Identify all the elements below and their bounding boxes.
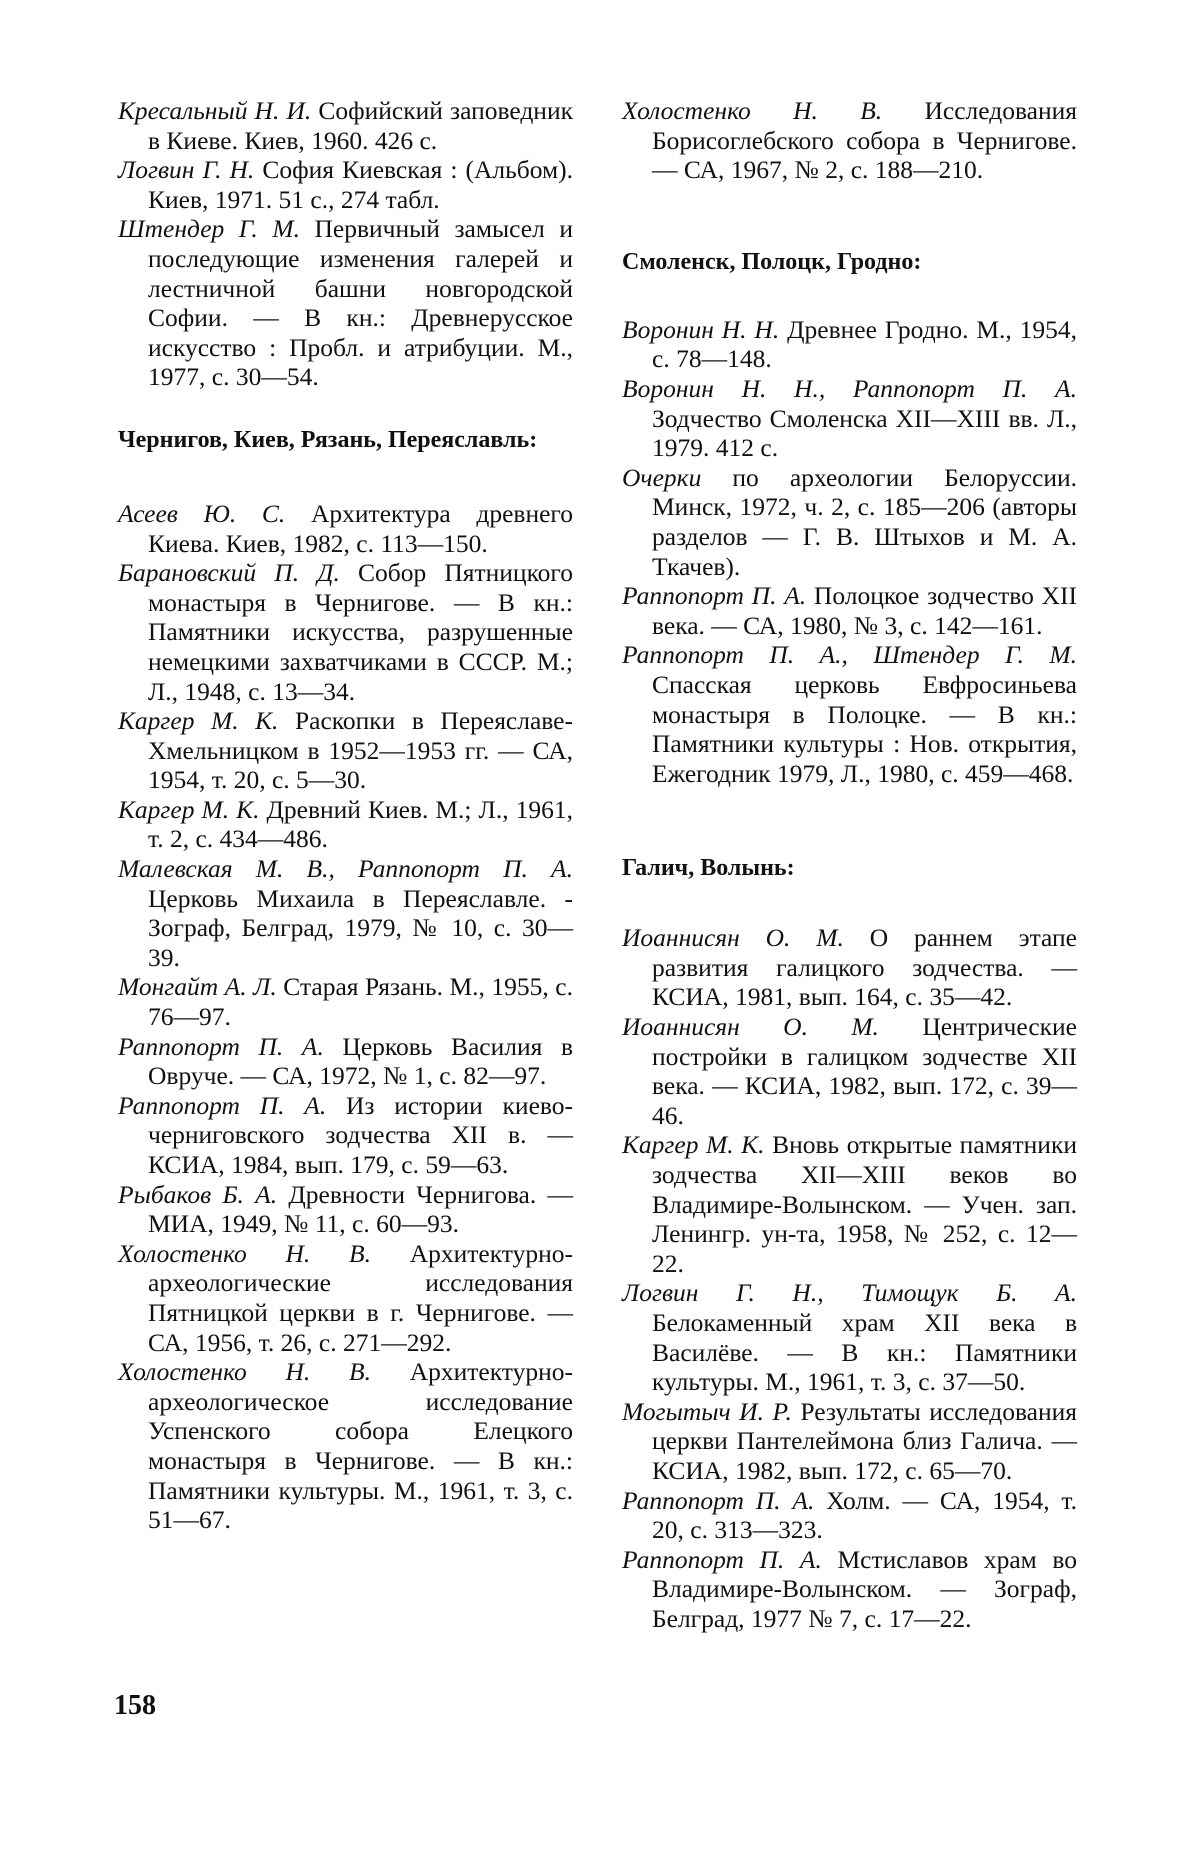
entry-text: Из истории киево-черниговского зодчества XII в. — КСИА, 1984, вып. 179, с. 59—63. bbox=[148, 1090, 574, 1179]
entry-author: Логвин Г. Н. bbox=[118, 155, 255, 185]
bibliography-entry bbox=[622, 1486, 1077, 1545]
entry-text: Архитектурно-археологические исследования Пятницкой церкви в г. Чернигове. — СА, 1956, т. 26, с. 271—292. bbox=[148, 1238, 573, 1357]
entry-text: Раскопки в Переяславе-Хмельницком в 1952—1953 гг. — СА, 1954, т. 20, с. 5—30. bbox=[148, 706, 573, 795]
entry-text: Собор Пятницкого монастыря в Чернигове. — В кн.: Памятники искусства, разрушенные немецкими захватчиками в СССР. М.; Л., 1948, с. 13—34. bbox=[148, 558, 573, 706]
entry-text: Вновь открытые памятники зодчества XII—XIII веков во Владимире-Волынском. — Учен. зап. Ленингр. ун-та, 1958, № 252, с. 12—22. bbox=[652, 1130, 1077, 1278]
entry-author: Барановский П. Д. bbox=[118, 558, 340, 588]
bibliography-entry bbox=[118, 854, 573, 972]
bibliography-list-chernigov bbox=[118, 499, 573, 1535]
bibliography-entry bbox=[622, 374, 1077, 463]
entry-text: Спасская церковь Евфросиньева монастыря в Полоцке. — В кн.: Памятники культуры : Нов. открытия, Ежегодник 1979, Л., 1980, с. 459—468. bbox=[652, 669, 1077, 788]
bibliography-list-continued bbox=[622, 96, 1077, 185]
bibliography-entry bbox=[118, 1091, 573, 1180]
entry-text: София Киевская : (Альбом). Киев, 1971. 51 с., 274 табл. bbox=[148, 155, 573, 214]
entry-author: Воронин Н. Н., Раппопорт П. А. bbox=[622, 373, 1077, 403]
entry-author: Очерки bbox=[622, 462, 702, 492]
entry-author: Холостенко Н. В. bbox=[118, 1238, 371, 1268]
entry-author: Монгайт А. Л. bbox=[118, 972, 277, 1002]
section-heading-galich: Галич, Волынь: bbox=[622, 855, 795, 882]
entry-author: Воронин Н. Н. bbox=[622, 314, 780, 344]
bibliography-entry bbox=[622, 315, 1077, 374]
entry-text: Церковь Михаила в Переяславле. - Зограф, Белград, 1979, № 10, с. 30—39. bbox=[148, 883, 573, 972]
left-column bbox=[118, 96, 573, 1535]
bibliography-entry bbox=[118, 499, 573, 558]
entry-author: Штендер Г. М. bbox=[118, 214, 300, 244]
entry-text: Церковь Василия в Овруче. — СА, 1972, № 1, с. 82—97. bbox=[148, 1031, 573, 1091]
entry-author: Кресальный Н. И. bbox=[118, 96, 312, 125]
bibliography-entry bbox=[622, 1397, 1077, 1486]
entry-author: Раппопорт П. А. bbox=[622, 1544, 822, 1574]
bibliography-entry bbox=[118, 214, 573, 392]
entry-text: Старая Рязань. М., 1955, с. 76—97. bbox=[148, 972, 573, 1032]
bibliography-entry bbox=[118, 1180, 573, 1239]
bibliography-entry bbox=[118, 96, 573, 155]
entry-author: Иоаннисян О. М. bbox=[622, 923, 844, 953]
entry-text: Центрические постройки в галицком зодчестве XII века. — КСИА, 1982, вып. 172, с. 39—46. bbox=[652, 1012, 1077, 1130]
entry-text: Архитектурно-археологическое исследование Успенского собора Елецкого монастыря в Чернигове. — В кн.: Памятники культуры. М., 1961, т. 3, с. 51—67. bbox=[148, 1357, 573, 1535]
entry-text: Белокаменный храм XII века в Василёве. — В кн.: Памятники культуры. М., 1961, т. 3, с. 37—50. bbox=[652, 1308, 1077, 1397]
bibliography-entry bbox=[118, 795, 573, 854]
entry-author: Рыбаков Б. А. bbox=[118, 1179, 278, 1209]
bibliography-list-smolensk bbox=[622, 315, 1077, 789]
entry-author: Раппопорт П. А. bbox=[622, 581, 807, 611]
bibliography-entry bbox=[118, 1239, 573, 1357]
bibliography-entry bbox=[118, 558, 573, 706]
page-number: 158 bbox=[114, 1690, 156, 1721]
bibliography-list-continued bbox=[118, 96, 573, 392]
entry-text: Результаты исследования церкви Пантелеймона близ Галича. — КСИА, 1982, вып. 172, с. 65—70. bbox=[652, 1396, 1077, 1485]
right-column bbox=[622, 96, 1077, 1634]
bibliography-entry bbox=[622, 640, 1077, 788]
entry-author: Иоаннисян О. М. bbox=[622, 1012, 879, 1042]
bibliography-entry bbox=[622, 96, 1077, 185]
entry-text: Полоцкое зодчество XII века. — СА, 1980, № 3, с. 142—161. bbox=[652, 581, 1078, 640]
entry-text: О раннем этапе развития галицкого зодчества. — КСИА, 1981, вып. 164, с. 35—42. bbox=[652, 923, 1077, 1012]
entry-text: Софийский заповедник в Киеве. Киев, 1960. 426 с. bbox=[148, 96, 573, 155]
entry-author: Каргер М. К. bbox=[118, 706, 279, 736]
entry-text: Древнее Гродно. М., 1954, с. 78—148. bbox=[652, 314, 1078, 374]
entry-text: Зодчество Смоленска XII—XIII вв. Л., 1979. 412 с. bbox=[652, 403, 1077, 463]
section-heading-chernigov: Чернигов, Киев, Рязань, Переяславль: bbox=[118, 426, 538, 453]
entry-text: Первичный замысел и последующие изменения галерей и лестничной башни новгородской Софии. — В кн.: Древнерусское искусство : Пробл. и атрибуции. М., 1977, с. 30—54. bbox=[148, 214, 574, 392]
entry-author: Раппопорт П. А. bbox=[118, 1090, 327, 1120]
entry-author: Раппопорт П. А. bbox=[622, 1485, 815, 1515]
bibliography-entry bbox=[118, 706, 573, 795]
entry-text: Исследования Борисоглебского собора в Чернигове. — СА, 1967, № 2, с. 188—210. bbox=[652, 96, 1078, 185]
entry-author: Логвин Г. Н., Тимощук Б. А. bbox=[622, 1278, 1077, 1308]
bibliography-entry bbox=[622, 1012, 1077, 1130]
entry-author: Каргер М. К. bbox=[622, 1130, 765, 1160]
entry-author: Холостенко Н. В. bbox=[622, 96, 883, 125]
section-heading-smolensk: Смоленск, Полоцк, Гродно: bbox=[622, 248, 922, 275]
entry-author: Каргер М. К. bbox=[118, 794, 260, 824]
bibliography-entry bbox=[622, 923, 1077, 1012]
entry-author: Асеев Ю. С. bbox=[118, 498, 286, 528]
entry-text: Древний Киев. М.; Л., 1961, т. 2, с. 434—486. bbox=[148, 794, 573, 854]
bibliography-entry bbox=[118, 155, 573, 214]
entry-author: Раппопорт П. А. bbox=[118, 1031, 324, 1061]
bibliography-entry bbox=[622, 1130, 1077, 1278]
entry-author: Малевская М. В., Раппопорт П. А. bbox=[118, 854, 573, 884]
bibliography-entry bbox=[118, 1032, 573, 1091]
entry-author: Раппопорт П. А., Штендер Г. М. bbox=[622, 640, 1077, 670]
entry-author: Могытыч И. Р. bbox=[622, 1396, 792, 1426]
bibliography-entry bbox=[622, 581, 1077, 640]
bibliography-entry bbox=[118, 972, 573, 1031]
entry-text: по археологии Белоруссии. Минск, 1972, ч. 2, с. 185—206 (авторы разделов — Г. В. Штыхов и М. А. Ткачев). bbox=[652, 462, 1077, 581]
entry-text: Мстиславов храм во Владимире-Волынском. — Зограф, Белград, 1977 № 7, с. 17—22. bbox=[652, 1544, 1077, 1633]
entry-author: Холостенко Н. В. bbox=[118, 1357, 371, 1387]
entry-text: Древности Чернигова. — МИА, 1949, № 11, с. 60—93. bbox=[148, 1179, 573, 1239]
bibliography-entry bbox=[622, 463, 1077, 581]
bibliography-list-galich bbox=[622, 923, 1077, 1633]
bibliography-entry bbox=[622, 1545, 1077, 1634]
bibliography-entry bbox=[118, 1357, 573, 1535]
bibliography-entry bbox=[622, 1278, 1077, 1396]
entry-text: Холм. — СА, 1954, т. 20, с. 313—323. bbox=[652, 1485, 1078, 1545]
entry-text: Архитектура древнего Киева. Киев, 1982, с. 113—150. bbox=[148, 498, 573, 558]
